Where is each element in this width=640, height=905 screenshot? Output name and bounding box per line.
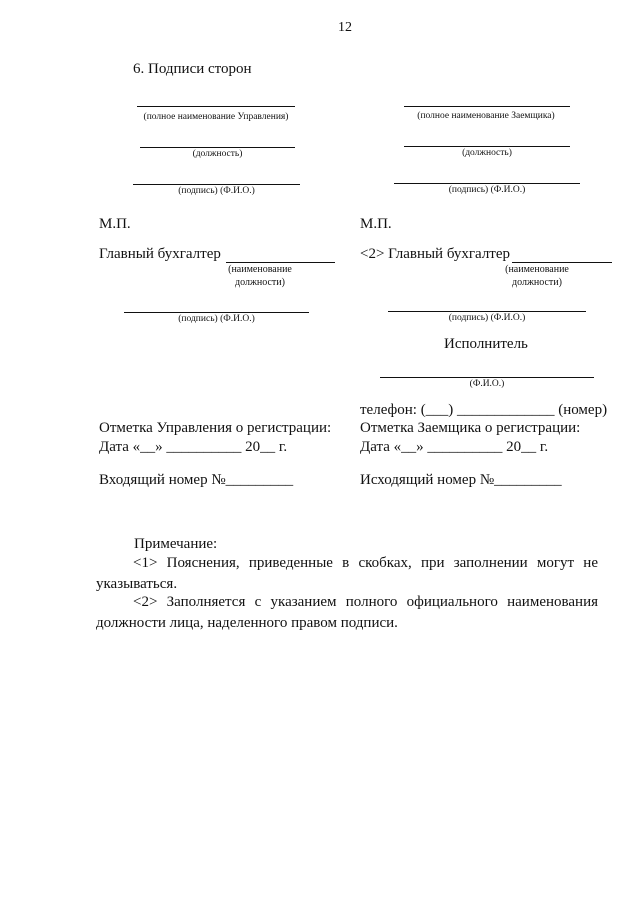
right-position-name-caption-2: должности): [512, 277, 562, 288]
right-registration-label: Отметка Заемщика о регистрации:: [360, 420, 581, 436]
right-accountant-signature-caption: (подпись) (Ф.И.О.): [448, 313, 526, 323]
page-number: 12: [338, 20, 352, 35]
left-signature-caption: (подпись) (Ф.И.О.): [178, 186, 255, 196]
left-registration-label: Отметка Управления о регистрации:: [99, 420, 332, 436]
left-org-signature-line[interactable]: [137, 106, 295, 107]
executor-line[interactable]: [380, 377, 594, 378]
left-chief-accountant-line[interactable]: [226, 262, 335, 263]
right-position-caption: (должность): [462, 148, 512, 158]
left-stamp: М.П.: [99, 216, 131, 232]
left-signature-line[interactable]: [133, 184, 300, 185]
right-signature-line[interactable]: [394, 183, 580, 184]
right-date-field[interactable]: Дата «__» __________ 20__ г.: [360, 439, 549, 455]
right-stamp: М.П.: [360, 216, 392, 232]
left-position-caption: (должность): [192, 149, 243, 159]
right-org-signature-line[interactable]: [404, 106, 570, 107]
executor-caption: (Ф.И.О.): [469, 379, 505, 389]
left-chief-accountant-label: Главный бухгалтер: [99, 246, 221, 262]
left-accountant-signature-caption: (подпись) (Ф.И.О.): [178, 314, 255, 324]
right-chief-accountant-label: <2> Главный бухгалтер: [360, 246, 511, 262]
right-position-name-caption-1: (наименование: [505, 264, 569, 275]
left-date-field[interactable]: Дата «__» __________ 20__ г.: [99, 439, 288, 455]
left-position-name-caption-2: должности): [235, 277, 285, 288]
phone-field[interactable]: телефон: (___) _____________ (номер): [360, 402, 608, 418]
outgoing-number-field[interactable]: Исходящий номер №_________: [360, 472, 562, 488]
right-signature-caption: (подпись) (Ф.И.О.): [448, 185, 526, 195]
left-position-line[interactable]: [140, 147, 295, 148]
note-2: <2> Заполняется с указанием полного официального наименования должности лица, наделенного правом подписи.: [96, 594, 598, 631]
right-accountant-signature-line[interactable]: [388, 311, 586, 312]
right-position-line[interactable]: [404, 146, 570, 147]
notes-title: Примечание:: [134, 536, 218, 552]
left-position-name-caption-1: (наименование: [228, 264, 292, 275]
left-org-caption: (полное наименование Управления): [143, 112, 289, 122]
executor-label: Исполнитель: [444, 336, 528, 352]
incoming-number-field[interactable]: Входящий номер №_________: [99, 472, 294, 488]
right-org-caption: (полное наименование Заемщика): [417, 111, 555, 121]
right-chief-accountant-line[interactable]: [512, 262, 612, 263]
left-accountant-signature-line[interactable]: [124, 312, 309, 313]
note-1: <1> Пояснения, приведенные в скобках, при заполнении могут не указываться.: [96, 555, 598, 592]
section-title: 6. Подписи сторон: [133, 61, 252, 77]
